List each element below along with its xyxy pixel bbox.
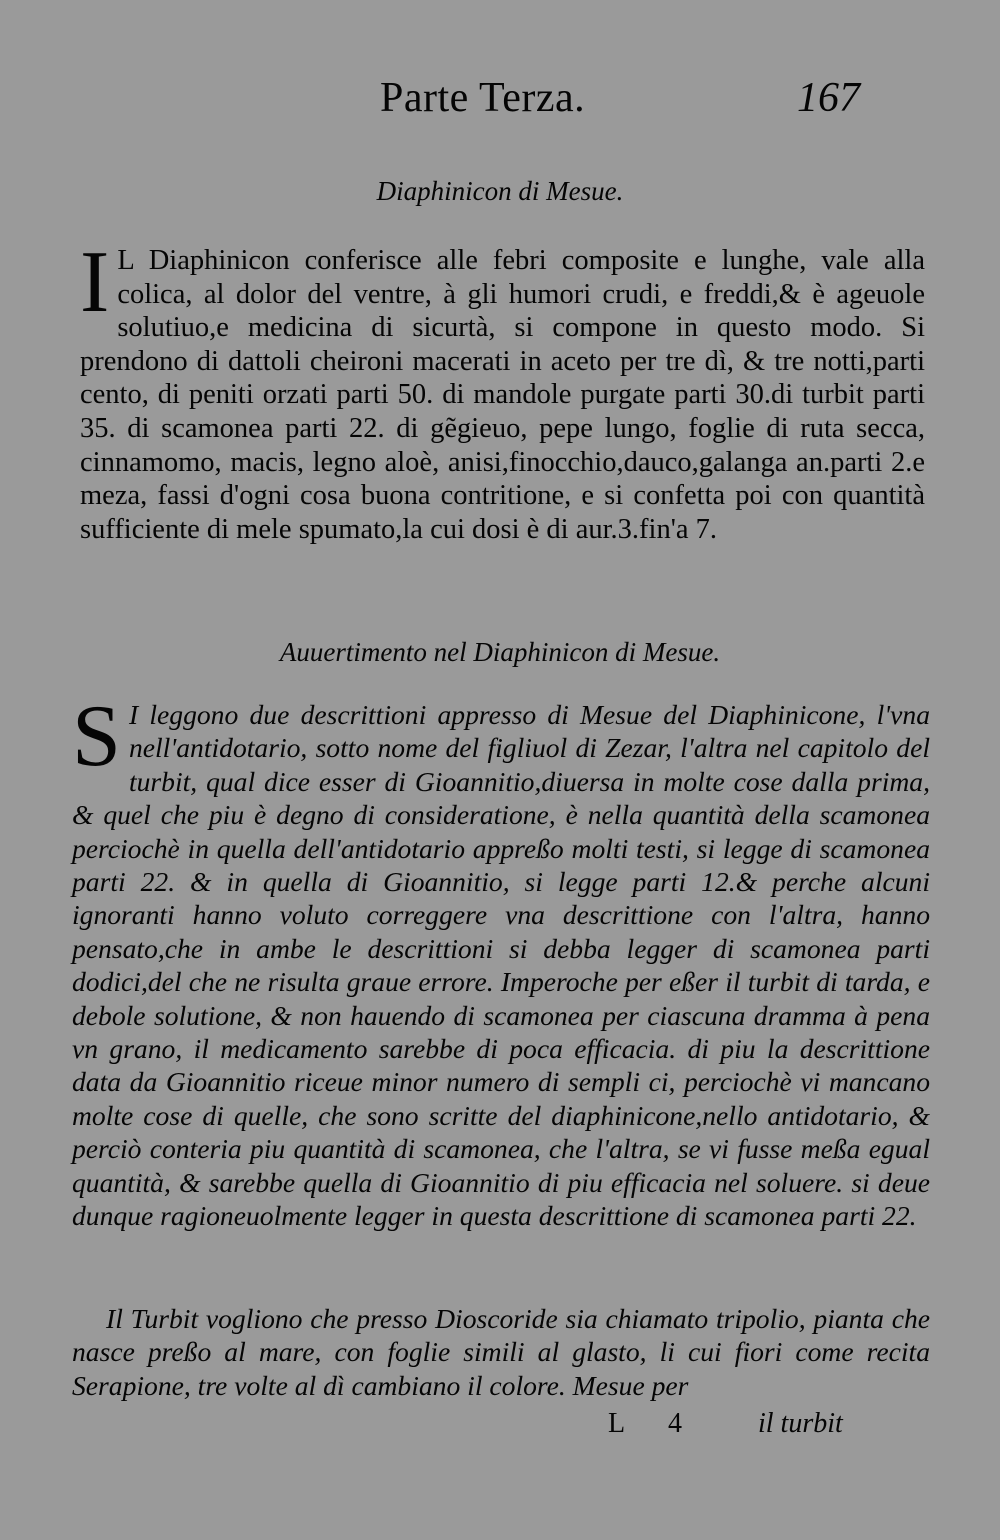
paragraph-text: I leggono due descrittioni appresso di Mesue del Diaphinicone, l'vna nell'antidotario, sotto nome del figliuol di Zezar, l'altra nel capitolo del turbit, qual dice esser di Gioannitio,diuersa in molte cose dalla prima, & quel che piu è degno di consideratione, è nella quantità della scamonea perciochè in quella dell'antidotario appreßo molti testi, si legge di scamonea parti 22. & in quella di Gioannitio, si legge parti 12.& perche alcuni ignoranti hanno voluto correggere vna descrittione con l'altra, hanno pensato,che in ambe le descrittioni si debba legger di scamonea parti dodici,del che ne risulta graue errore. Imperoche per eßer il turbit di tarda, e debole solutione, & non hauendo di scamonea per ciascuna dramma à pena vn grano, il medicamento sarebbe di poca efficacia. di piu la descrittione data da Gioannitio riceue minor numero di sempli ci, perciochè vi mancano molte cose di quelle, che sono scritte del diaphinicone,nello antidotario, & perciò conteria piu quantità di scamonea, che l'altra, se vi fusse meßa egual quantità, & sarebbe quella di Gioannitio di piu efficacia nel soluere. si deue dunque ragioneuolmente legger in questa descrittione di scamonea parti 22. xyxy=(72,699,930,1232)
paragraph-text: L Diaphinicon conferisce alle febri composite e lunghe, vale alla colica, al dolor del ventre, à gli humori crudi, e freddi,& è ageuole solutiuo,e medicina di sicurtà, si compone in questo modo. Si prendono di dattoli cheironi macerati in aceto per tre dì, & tre notti,parti cento, di peniti orzati parti 50. di mandole purgate parti 30.di turbit parti 35. di scamonea parti 22. di gẽgieuo, pepe lungo, foglie di ruta secca, cinnamomo, macis, legno aloè, anisi,finocchio,dauco,galanga an.parti 2.e meza, fassi d'ogni cosa buona contritione, e si confetta poi con quantità sufficiente di mele spumato,la cui dosi è di aur.3.fin'a 7. xyxy=(80,245,925,545)
running-title: Parte Terza. xyxy=(380,75,586,121)
running-head xyxy=(380,74,860,134)
section-title-diaphinicon: Diaphinicon di Mesue. xyxy=(376,176,624,206)
catchword: il turbit xyxy=(758,1408,843,1439)
page-footer xyxy=(600,1408,900,1448)
paragraph-turbit: Il Turbit vogliono che presso Dioscoride sia chiamato tripolio, pianta che nasce preßo al mare, con foglie simili al glasto, li cui fiori come recita Serapione, tre volte al dì cambiano il colore. Mesue per xyxy=(72,1303,930,1401)
page-number: 167 xyxy=(797,75,860,121)
drop-cap: S xyxy=(72,688,121,785)
signature-mark: L xyxy=(608,1408,626,1439)
signature-number: 4 xyxy=(668,1408,682,1439)
paragraph-auuertimento xyxy=(72,688,930,1233)
section-title-auuertimento: Auuertimento nel Diaphinicon di Mesue. xyxy=(279,637,721,667)
paragraph-diaphinicon xyxy=(80,234,925,546)
drop-cap: I xyxy=(80,234,110,331)
